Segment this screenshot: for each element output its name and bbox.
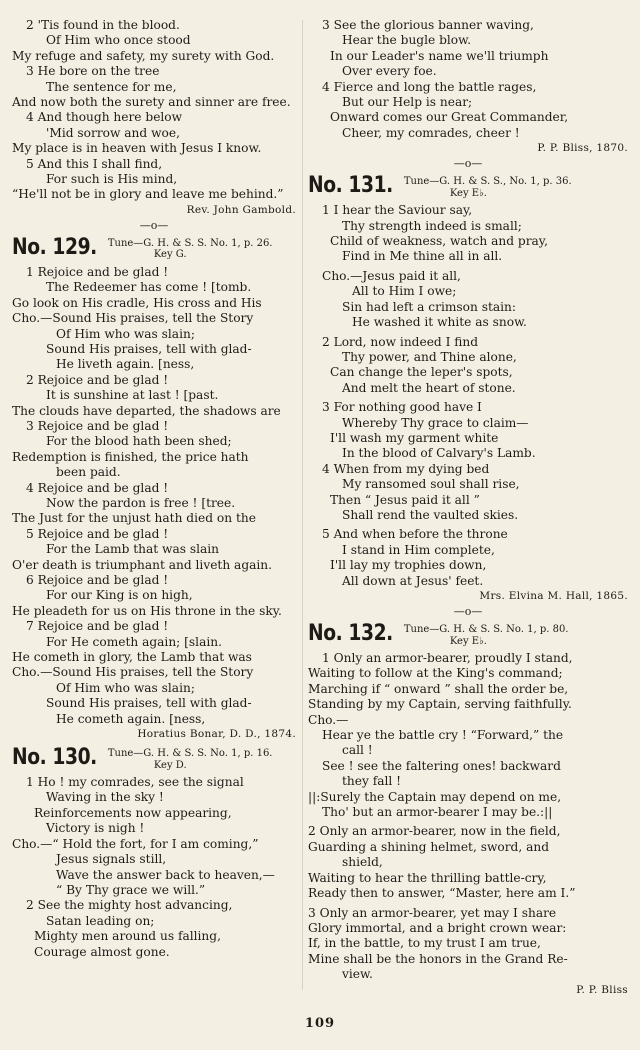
hymn-heading xyxy=(308,174,628,199)
verse-line: See ! see the faltering ones! backward xyxy=(322,758,561,773)
verse-line: Victory is nigh ! xyxy=(46,821,145,836)
hymn-number: No. 130. xyxy=(12,745,97,771)
verse-line: Guarding a shining helmet, sword, and xyxy=(308,839,550,854)
verse-line: O'er death is triumphant and liveth again. xyxy=(12,557,273,572)
tune-key: Key D. xyxy=(153,759,187,771)
verse-line: Waiting to follow at the King's command; xyxy=(308,666,563,681)
tune-text: Tune—G. H. & S. S. No. 1, p. 26. xyxy=(107,237,273,249)
tune-reference xyxy=(108,746,273,771)
verse-line: He cometh in glory, the Lamb that was xyxy=(12,650,252,665)
verse-line: Over every foe. xyxy=(342,64,437,79)
verse-line: Tho' but an armor-bearer I may be.:|| xyxy=(322,805,553,820)
hymn-author: Horatius Bonar, D. D., 1874. xyxy=(137,728,296,741)
verse-line: Of Him who was slain; xyxy=(56,680,195,695)
verse-line: The sentence for me, xyxy=(46,79,177,94)
verse-line: In the blood of Calvary's Lamb. xyxy=(342,446,536,461)
tune-reference xyxy=(108,236,273,261)
tune-key: Key G. xyxy=(153,249,187,261)
verse-line: He pleadeth for us on His throne in the sky. xyxy=(12,603,282,618)
hymn-number: No. 131. xyxy=(308,173,393,199)
verse-line: 3 See the glorious banner waving, xyxy=(322,18,534,32)
verse-line: 2 See the mighty host advancing, xyxy=(26,898,233,913)
verse-line: Standing by my Captain, serving faithfully. xyxy=(308,697,572,712)
tune-text: Tune—G. H. & S. S. No. 1, p. 16. xyxy=(107,748,273,760)
verse-line: ||:Surely the Captain may depend on me, xyxy=(308,789,562,804)
tune-text: Tune—G. H. & S. S. No. 1, p. 80. xyxy=(403,624,569,635)
verse-line: Mine shall be the honors in the Grand Re- xyxy=(308,951,568,966)
verse-line: Of Him who was slain; xyxy=(56,326,195,341)
verse-line: 4 Fierce and long the battle rages, xyxy=(322,79,537,94)
hymn-heading xyxy=(308,622,628,647)
verse-line: call ! xyxy=(342,743,373,758)
verse-line: For the blood hath been shed; xyxy=(46,434,232,449)
verse-line: For such is His mind, xyxy=(46,172,178,187)
verse-line: I'll wash my garment white xyxy=(330,430,499,445)
verse-line: Ready then to answer, “Master, here am I.” xyxy=(308,886,576,901)
verse-line: Then “ Jesus paid it all ” xyxy=(330,492,480,507)
verse-line: Thy power, and Thine alone, xyxy=(342,349,517,364)
verse-line: Waiting to hear the thrilling battle-cry, xyxy=(308,870,547,885)
verse-line: And melt the heart of stone. xyxy=(342,380,516,395)
verse-line: He liveth again. [ness, xyxy=(56,357,195,372)
verse-line: Cho.— xyxy=(308,712,349,727)
ornament-divider: —o— xyxy=(453,157,483,171)
verse-line: Onward comes our Great Commander, xyxy=(330,110,569,125)
tune-key: Key E♭. xyxy=(449,635,487,647)
verse-line: Cho.—“ Hold the fort, for I am coming,” xyxy=(12,836,259,851)
verse-line: Shall rend the vaulted skies. xyxy=(342,507,519,522)
verse-line: For He cometh again; [slain. xyxy=(46,634,222,649)
page-number: 109 xyxy=(304,1016,336,1031)
verse-line: In our Leader's name we'll triumph xyxy=(330,48,549,63)
right-column xyxy=(308,18,628,998)
verse-line: All to Him I owe; xyxy=(352,284,457,299)
verse-line: Cheer, my comrades, cheer ! xyxy=(342,125,520,140)
hymn-author: Mrs. Elvina M. Hall, 1865. xyxy=(479,590,628,602)
verse-line: Satan leading on; xyxy=(46,913,155,928)
verse-line: All down at Jesus' feet. xyxy=(342,573,484,588)
column-divider xyxy=(302,20,303,990)
tune-reference xyxy=(404,622,569,647)
verse-line: Waving in the sky ! xyxy=(46,790,164,805)
verse-line: The Redeemer has come ! [tomb. xyxy=(46,280,252,295)
verse-line: Whereby Thy grace to claim— xyxy=(342,415,529,430)
verse-line: Sound His praises, tell with glad- xyxy=(46,341,252,356)
verse-line: “ By Thy grace we will.” xyxy=(56,882,206,897)
verse-line: He cometh again. [ness, xyxy=(56,711,206,726)
verse-line: My ransomed soul shall rise, xyxy=(342,477,520,492)
verse-line: 1 Ho ! my comrades, see the signal xyxy=(26,775,244,790)
verse-line: 6 Rejoice and be glad ! xyxy=(26,573,169,587)
verse-line: Thy strength indeed is small; xyxy=(342,218,522,233)
verse-line: 3 Only an armor-bearer, yet may I share xyxy=(308,905,557,920)
verse-line: For our King is on high, xyxy=(46,588,193,603)
verse-line: 2 Rejoice and be glad ! xyxy=(26,372,169,387)
verse-line: Courage almost gone. xyxy=(34,944,170,959)
verse-line: Hear the bugle blow. xyxy=(342,33,471,48)
verse-line: Sound His praises, tell with glad- xyxy=(46,696,252,711)
verse-line: For the Lamb that was slain xyxy=(46,542,220,557)
verse-line: Marching if “ onward ” shall the order be, xyxy=(308,681,569,696)
verse-line: 3 He bore on the tree xyxy=(26,64,160,79)
ornament-divider: —o— xyxy=(453,605,483,618)
verse-line: And now both the surety and sinner are free. xyxy=(12,95,291,110)
verse-line: shield, xyxy=(342,855,383,870)
verse-line: 1 Rejoice and be glad ! xyxy=(26,264,169,279)
verse-line: 3 Rejoice and be glad ! xyxy=(26,418,169,433)
verse-line: 5 And when before the throne xyxy=(322,527,508,542)
verse-line: Find in Me thine all in all. xyxy=(342,249,503,264)
verse-line: Cho.—Jesus paid it all, xyxy=(322,268,461,283)
verse-line: Hear ye the battle cry ! “Forward,” the xyxy=(322,728,564,743)
verse-line: My refuge and safety, my surety with God. xyxy=(12,48,275,63)
verse-line: Now the pardon is free ! [tree. xyxy=(46,495,236,510)
tune-reference xyxy=(404,174,572,199)
verse-line: 'Mid sorrow and woe, xyxy=(46,125,180,140)
verse-line: 4 And though here below xyxy=(26,110,183,125)
verse-line: 5 And this I shall find, xyxy=(26,156,163,171)
verse-line: I stand in Him complete, xyxy=(342,542,495,557)
verse-line: view. xyxy=(342,967,373,982)
verse-line: Mighty men around us falling, xyxy=(34,929,221,944)
hymn-author: P. P. Bliss xyxy=(576,983,628,996)
hymn-number: No. 132. xyxy=(308,621,393,646)
verse-line: 2 'Tis found in the blood. xyxy=(26,18,180,32)
verse-line: 1 Only an armor-bearer, proudly I stand, xyxy=(322,651,573,665)
verse-line: Go look on His cradle, His cross and His xyxy=(12,295,262,310)
verse-line: Wave the answer back to heaven,— xyxy=(56,867,275,882)
verse-line: Redemption is finished, the price hath xyxy=(12,449,249,464)
verse-line: Child of weakness, watch and pray, xyxy=(330,234,548,249)
left-column xyxy=(12,18,296,960)
verse-line: 7 Rejoice and be glad ! xyxy=(26,619,169,634)
verse-line: been paid. xyxy=(56,465,121,480)
hymn-heading xyxy=(12,746,296,771)
verse-line: The clouds have departed, the shadows are xyxy=(12,403,281,418)
hymn-heading xyxy=(12,236,296,261)
verse-line: 3 For nothing good have I xyxy=(322,400,482,415)
hymn-number: No. 129. xyxy=(12,234,97,260)
verse-line: But our Help is near; xyxy=(342,95,473,110)
verse-line: Cho.—Sound His praises, tell the Story xyxy=(12,311,254,326)
verse-line: It is sunshine at last ! [past. xyxy=(46,388,219,403)
verse-line: Cho.—Sound His praises, tell the Story xyxy=(12,665,254,680)
verse-line: If, in the battle, to my trust I am true, xyxy=(308,936,541,951)
verse-line: 5 Rejoice and be glad ! xyxy=(26,526,169,541)
verse-line: He washed it white as snow. xyxy=(352,315,527,330)
ornament-divider: —o— xyxy=(139,218,169,232)
hymn-author: P. P. Bliss, 1870. xyxy=(537,142,628,155)
verse-line: “He'll not be in glory and leave me behind.” xyxy=(12,187,284,202)
verse-line: Jesus signals still, xyxy=(56,852,167,867)
verse-line: I'll lay my trophies down, xyxy=(330,558,487,573)
verse-line: Reinforcements now appearing, xyxy=(34,805,232,820)
verse-line: 4 Rejoice and be glad ! xyxy=(26,480,169,495)
verse-line: 2 Lord, now indeed I find xyxy=(322,334,479,349)
verse-line: 4 When from my dying bed xyxy=(322,461,490,476)
verse-line: Sin had left a crimson stain: xyxy=(342,299,516,314)
verse-line: Of Him who once stood xyxy=(46,33,191,48)
tune-key: Key E♭. xyxy=(449,187,487,199)
verse-line: My place is in heaven with Jesus I know. xyxy=(12,141,262,156)
verse-line: they fall ! xyxy=(342,774,402,789)
verse-line: The Just for the unjust hath died on the xyxy=(12,511,256,526)
hymn-author: Rev. John Gambold. xyxy=(186,203,296,216)
verse-line: 1 I hear the Saviour say, xyxy=(322,203,473,218)
verse-line: 2 Only an armor-bearer, now in the field, xyxy=(308,824,561,839)
tune-text: Tune—G. H. & S. S., No. 1, p. 36. xyxy=(403,176,572,188)
verse-line: Can change the leper's spots, xyxy=(330,365,513,380)
verse-line: Glory immortal, and a bright crown wear: xyxy=(308,920,567,935)
